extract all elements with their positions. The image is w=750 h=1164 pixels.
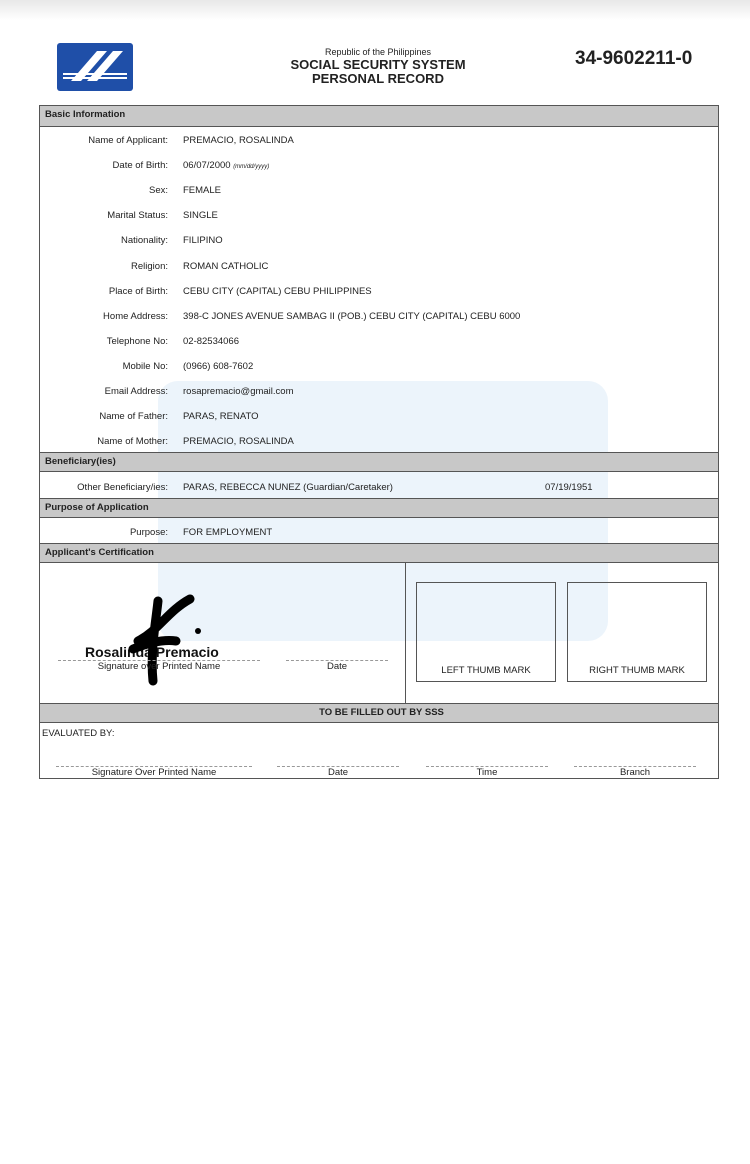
field-label: Name of Father:	[99, 411, 168, 423]
field-value: 02-82534066	[183, 335, 239, 347]
signature-caption: Signature over Printed Name	[58, 660, 260, 672]
field-label: Nationality:	[121, 235, 168, 247]
field-value: 398-C JONES AVENUE SAMBAG II (POB.) CEBU CITY (CAPITAL) CEBU 6000	[183, 310, 521, 322]
record-title: PERSONAL RECORD	[312, 71, 444, 86]
field-label: Place of Birth:	[108, 285, 168, 297]
field-label: Marital Status:	[107, 210, 168, 222]
section-certification: Applicant's Certification	[40, 543, 718, 563]
field-label: Telephone No:	[106, 335, 168, 347]
beneficiary-date: 07/19/1951	[545, 482, 593, 493]
left-thumb-label: LEFT THUMB MARK	[441, 665, 531, 676]
field-value: PARAS, RENATO	[183, 411, 259, 423]
field-label: Name of Applicant:	[88, 135, 168, 146]
sss-date-caption: Date	[277, 766, 399, 778]
left-thumb-box	[416, 582, 556, 682]
field-value: (0966) 608-7602	[183, 360, 254, 372]
top-shade	[0, 0, 750, 20]
signature-image	[128, 591, 218, 691]
field-value: FILIPINO	[183, 235, 223, 247]
beneficiary-label: Other Beneficiary/ies:	[77, 482, 168, 493]
field-value: PREMACIO, ROSALINDA	[183, 135, 294, 146]
personal-record-form	[39, 105, 719, 779]
republic-text: Republic of the Philippines	[324, 47, 432, 57]
field-value: ROMAN CATHOLIC	[183, 260, 269, 272]
right-thumb-box	[567, 582, 707, 682]
field-label: Sex:	[148, 185, 168, 197]
sss-signature-caption: Signature Over Printed Name	[56, 766, 252, 778]
field-label: Mobile No:	[122, 360, 168, 372]
field-value: SINGLE	[183, 210, 218, 222]
field-label: Email Address:	[104, 386, 168, 397]
sss-time-caption: Time	[426, 766, 548, 778]
section-beneficiaries: Beneficiary(ies)	[40, 452, 718, 472]
ss-number: 34-9602211-0	[575, 48, 693, 69]
field-label: Religion:	[131, 260, 168, 272]
field-value: PREMACIO, ROSALINDA	[183, 436, 294, 448]
purpose-value: FOR EMPLOYMENT	[183, 527, 273, 538]
section-basic-information: Basic Information	[40, 106, 718, 127]
agency-title: SOCIAL SECURITY SYSTEM	[290, 57, 466, 72]
date-caption: Date	[286, 660, 388, 672]
purpose-label: Purpose:	[129, 527, 168, 538]
date-format-note: (mm/dd/yyyy)	[233, 164, 270, 171]
divider	[405, 563, 406, 703]
field-label: Home Address:	[103, 310, 168, 322]
field-label: Name of Mother:	[97, 436, 168, 448]
section-purpose: Purpose of Application	[40, 498, 718, 518]
typed-name: Rosalinda Premacio	[85, 644, 219, 660]
field-value: rosapremacio@gmail.com	[183, 386, 294, 397]
evaluated-by: EVALUATED BY:	[42, 728, 115, 739]
right-thumb-label: RIGHT THUMB MARK	[589, 665, 685, 676]
section-sss: TO BE FILLED OUT BY SSS	[40, 703, 718, 723]
field-value: 06/07/2000 (mm/dd/yyyy)	[183, 160, 270, 172]
field-label: Date of Birth:	[112, 160, 168, 172]
sss-branch-caption: Branch	[574, 766, 696, 778]
field-value: FEMALE	[183, 185, 222, 197]
sss-logo	[57, 43, 133, 91]
beneficiary-value: PARAS, REBECCA NUNEZ (Guardian/Caretaker)	[183, 482, 393, 493]
field-value: CEBU CITY (CAPITAL) CEBU PHILIPPINES	[183, 285, 372, 297]
